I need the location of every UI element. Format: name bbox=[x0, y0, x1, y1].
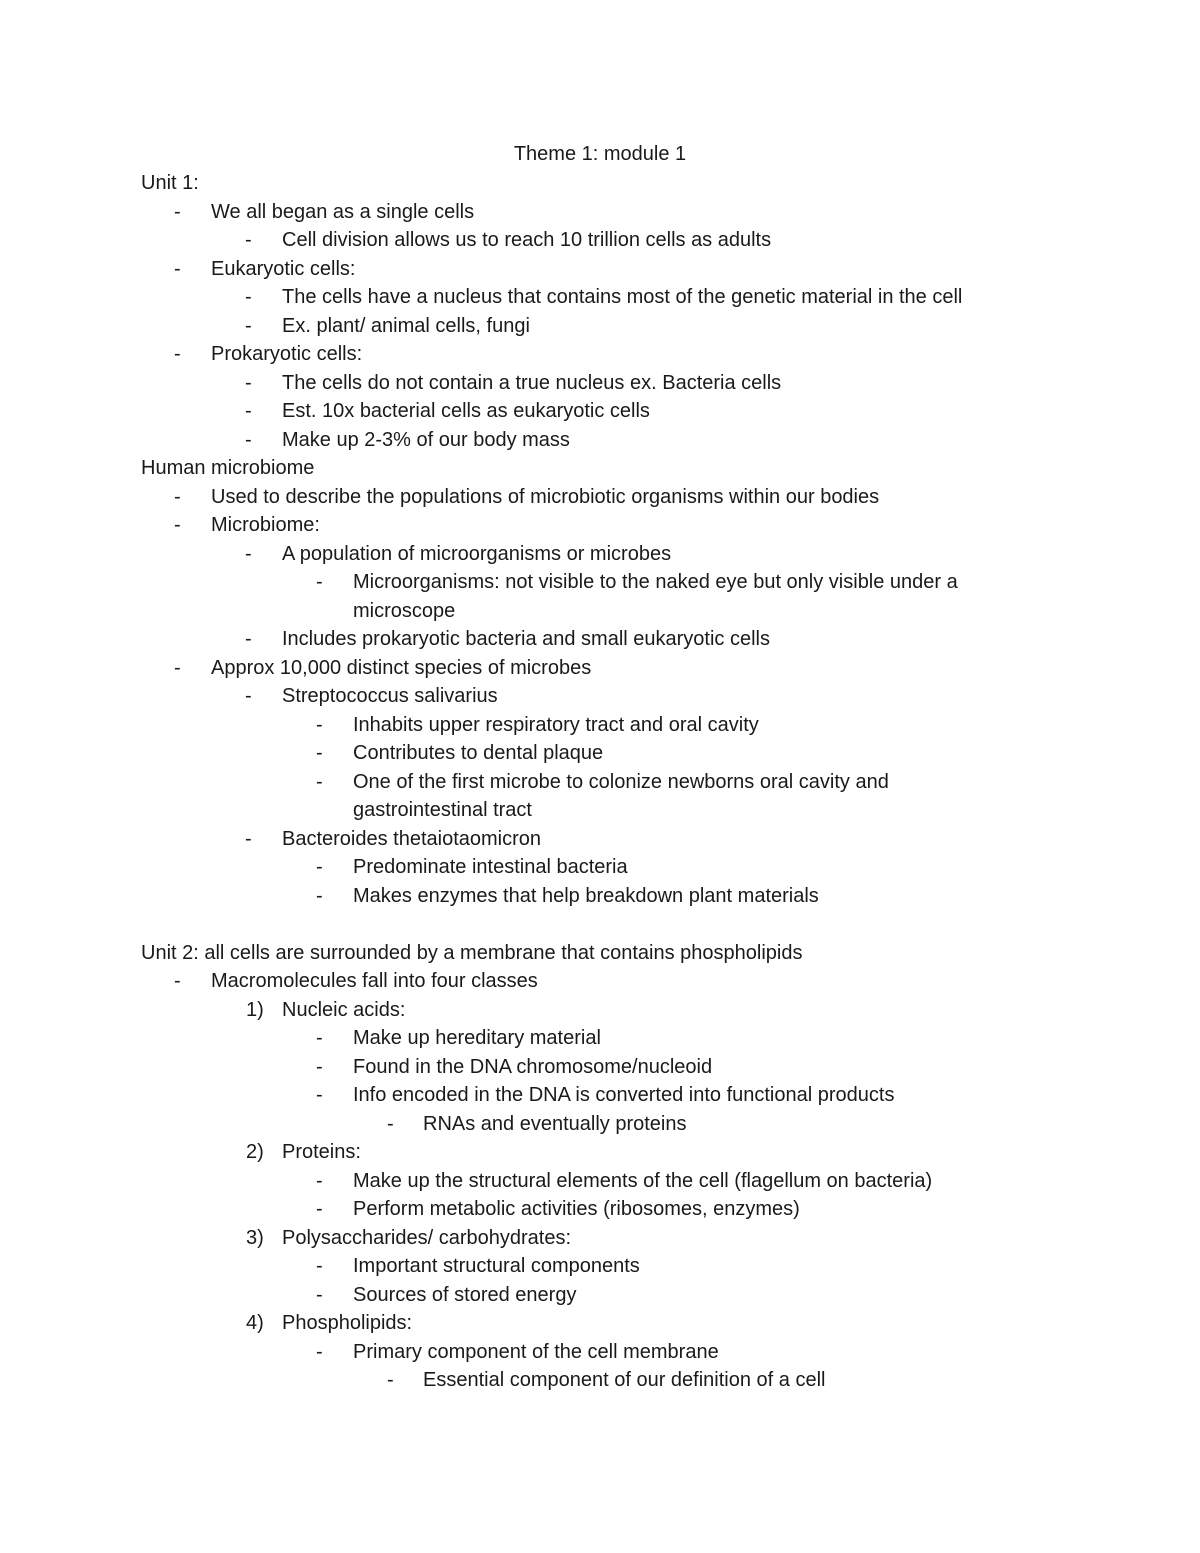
list-number: 1) bbox=[246, 998, 264, 1021]
list-item bbox=[0, 369, 1200, 398]
bullet-dash: - bbox=[316, 1055, 323, 1078]
list-item bbox=[0, 1281, 1200, 1310]
list-item bbox=[0, 198, 1200, 227]
bullet-dash: - bbox=[316, 770, 323, 793]
numbered-list-item bbox=[0, 1138, 1200, 1167]
list-item bbox=[0, 397, 1200, 426]
line-text: Est. 10x bacterial cells as eukaryotic cells bbox=[282, 400, 650, 422]
document-title: Theme 1: module 1 bbox=[513, 143, 687, 165]
list-item bbox=[0, 768, 1200, 797]
line-text: gastrointestinal tract bbox=[353, 799, 532, 821]
list-item bbox=[0, 226, 1200, 255]
list-item bbox=[0, 255, 1200, 284]
list-item bbox=[0, 1167, 1200, 1196]
list-item bbox=[0, 426, 1200, 455]
line-text: One of the first microbe to colonize newborns oral cavity and bbox=[353, 770, 889, 793]
list-item bbox=[0, 682, 1200, 711]
bullet-dash: - bbox=[245, 628, 252, 650]
list-item bbox=[0, 540, 1200, 569]
line-text: Unit 2: all cells are surrounded by a membrane that contains phospholipids bbox=[141, 941, 803, 964]
bullet-dash: - bbox=[316, 571, 323, 593]
list-item bbox=[0, 568, 1200, 597]
line-text: Nucleic acids: bbox=[282, 998, 406, 1021]
list-item-continuation bbox=[0, 796, 1200, 825]
bullet-dash: - bbox=[245, 685, 252, 707]
list-item bbox=[0, 483, 1200, 512]
list-number: 4) bbox=[246, 1312, 264, 1334]
line-text: Microbiome: bbox=[211, 514, 320, 536]
numbered-list-item bbox=[0, 996, 1200, 1025]
line-text: Includes prokaryotic bacteria and small eukaryotic cells bbox=[282, 628, 770, 650]
list-item bbox=[0, 967, 1200, 996]
line-text: Inhabits upper respiratory tract and oral cavity bbox=[353, 713, 759, 736]
bullet-dash: - bbox=[174, 200, 181, 223]
list-item bbox=[0, 882, 1200, 911]
line-text: Used to describe the populations of microbiotic organisms within our bodies bbox=[211, 485, 880, 508]
document-body bbox=[0, 169, 1200, 1395]
list-item-continuation bbox=[0, 597, 1200, 626]
bullet-dash: - bbox=[174, 970, 181, 992]
bullet-dash: - bbox=[245, 428, 252, 451]
line-text: Human microbiome bbox=[141, 457, 315, 479]
line-text: Makes enzymes that help breakdown plant materials bbox=[353, 884, 819, 907]
line-text: Predominate intestinal bacteria bbox=[353, 856, 628, 878]
list-item bbox=[0, 625, 1200, 654]
bullet-dash: - bbox=[174, 514, 181, 536]
list-number: 3) bbox=[246, 1226, 264, 1249]
bullet-dash: - bbox=[174, 257, 181, 280]
list-item bbox=[0, 1195, 1200, 1224]
line-text: A population of microorganisms or microbes bbox=[282, 542, 672, 565]
numbered-list-item bbox=[0, 1224, 1200, 1253]
line-text: Important structural components bbox=[353, 1255, 640, 1277]
list-item bbox=[0, 711, 1200, 740]
line-text: Essential component of our definition of a cell bbox=[423, 1369, 826, 1391]
bullet-dash: - bbox=[245, 371, 252, 394]
bullet-dash: - bbox=[316, 742, 323, 764]
bullet-dash: - bbox=[245, 827, 252, 850]
bullet-dash: - bbox=[316, 884, 323, 907]
bullet-dash: - bbox=[316, 1255, 323, 1277]
section-heading bbox=[0, 454, 1200, 483]
line-text: Primary component of the cell membrane bbox=[353, 1340, 719, 1363]
bullet-dash: - bbox=[316, 1198, 323, 1220]
line-text: Found in the DNA chromosome/nucleoid bbox=[353, 1055, 713, 1078]
line-text: Info encoded in the DNA is converted into functional products bbox=[353, 1084, 895, 1106]
bullet-dash: - bbox=[316, 1084, 323, 1106]
line-text: Polysaccharides/ carbohydrates: bbox=[282, 1226, 572, 1249]
line-text: Sources of stored energy bbox=[353, 1283, 577, 1306]
bullet-dash: - bbox=[316, 713, 323, 736]
bullet-dash: - bbox=[174, 343, 181, 365]
bullet-dash: - bbox=[174, 485, 181, 508]
line-text: Contributes to dental plaque bbox=[353, 742, 604, 764]
list-number: 2) bbox=[246, 1141, 264, 1163]
line-text: Unit 1: bbox=[141, 172, 199, 194]
list-item bbox=[0, 1081, 1200, 1110]
list-item bbox=[0, 511, 1200, 540]
line-text: Eukaryotic cells: bbox=[211, 257, 356, 280]
line-text: We all began as a single cells bbox=[211, 200, 475, 223]
line-text: Streptococcus salivarius bbox=[282, 685, 498, 707]
line-text: Make up hereditary material bbox=[353, 1027, 601, 1049]
list-item bbox=[0, 1110, 1200, 1139]
line-text: Perform metabolic activities (ribosomes, enzymes) bbox=[353, 1198, 800, 1220]
bullet-dash: - bbox=[316, 1169, 323, 1192]
list-item bbox=[0, 1338, 1200, 1367]
bullet-dash: - bbox=[316, 1340, 323, 1363]
list-item bbox=[0, 1366, 1200, 1395]
line-text: Prokaryotic cells: bbox=[211, 343, 363, 365]
bullet-dash: - bbox=[245, 286, 252, 308]
list-item bbox=[0, 283, 1200, 312]
line-text: Phospholipids: bbox=[282, 1312, 413, 1334]
bullet-dash: - bbox=[387, 1369, 394, 1391]
list-item bbox=[0, 853, 1200, 882]
list-item bbox=[0, 825, 1200, 854]
line-text: Approx 10,000 distinct species of microbes bbox=[211, 656, 592, 679]
line-text: Cell division allows us to reach 10 trillion cells as adults bbox=[282, 229, 772, 251]
line-text: RNAs and eventually proteins bbox=[423, 1112, 687, 1135]
bullet-dash: - bbox=[316, 856, 323, 878]
line-text: Make up the structural elements of the cell (flagellum on bacteria) bbox=[353, 1169, 933, 1192]
list-item bbox=[0, 340, 1200, 369]
bullet-dash: - bbox=[245, 314, 252, 337]
line-text: Proteins: bbox=[282, 1141, 361, 1163]
list-item bbox=[0, 739, 1200, 768]
numbered-list-item bbox=[0, 1309, 1200, 1338]
line-text: Make up 2-3% of our body mass bbox=[282, 428, 570, 451]
bullet-dash: - bbox=[245, 229, 252, 251]
line-text: Bacteroides thetaiotaomicron bbox=[282, 827, 542, 850]
bullet-dash: - bbox=[174, 656, 181, 679]
list-item bbox=[0, 1252, 1200, 1281]
line-text: Macromolecules fall into four classes bbox=[211, 970, 538, 992]
bullet-dash: - bbox=[316, 1027, 323, 1049]
bullet-dash: - bbox=[387, 1112, 394, 1135]
bullet-dash: - bbox=[245, 542, 252, 565]
line-text: The cells have a nucleus that contains most of the genetic material in the cell bbox=[282, 286, 963, 308]
list-item bbox=[0, 312, 1200, 341]
list-item bbox=[0, 1024, 1200, 1053]
line-text: The cells do not contain a true nucleus ex. Bacteria cells bbox=[282, 371, 782, 394]
line-text: Ex. plant/ animal cells, fungi bbox=[282, 314, 530, 337]
line-text: Microorganisms: not visible to the naked eye but only visible under a bbox=[353, 571, 958, 593]
list-item bbox=[0, 1053, 1200, 1082]
bullet-dash: - bbox=[316, 1283, 323, 1306]
section-heading bbox=[0, 939, 1200, 968]
line-text: microscope bbox=[353, 599, 456, 622]
blank-line bbox=[0, 910, 1200, 939]
section-heading bbox=[0, 169, 1200, 198]
list-item bbox=[0, 654, 1200, 683]
bullet-dash: - bbox=[245, 400, 252, 422]
